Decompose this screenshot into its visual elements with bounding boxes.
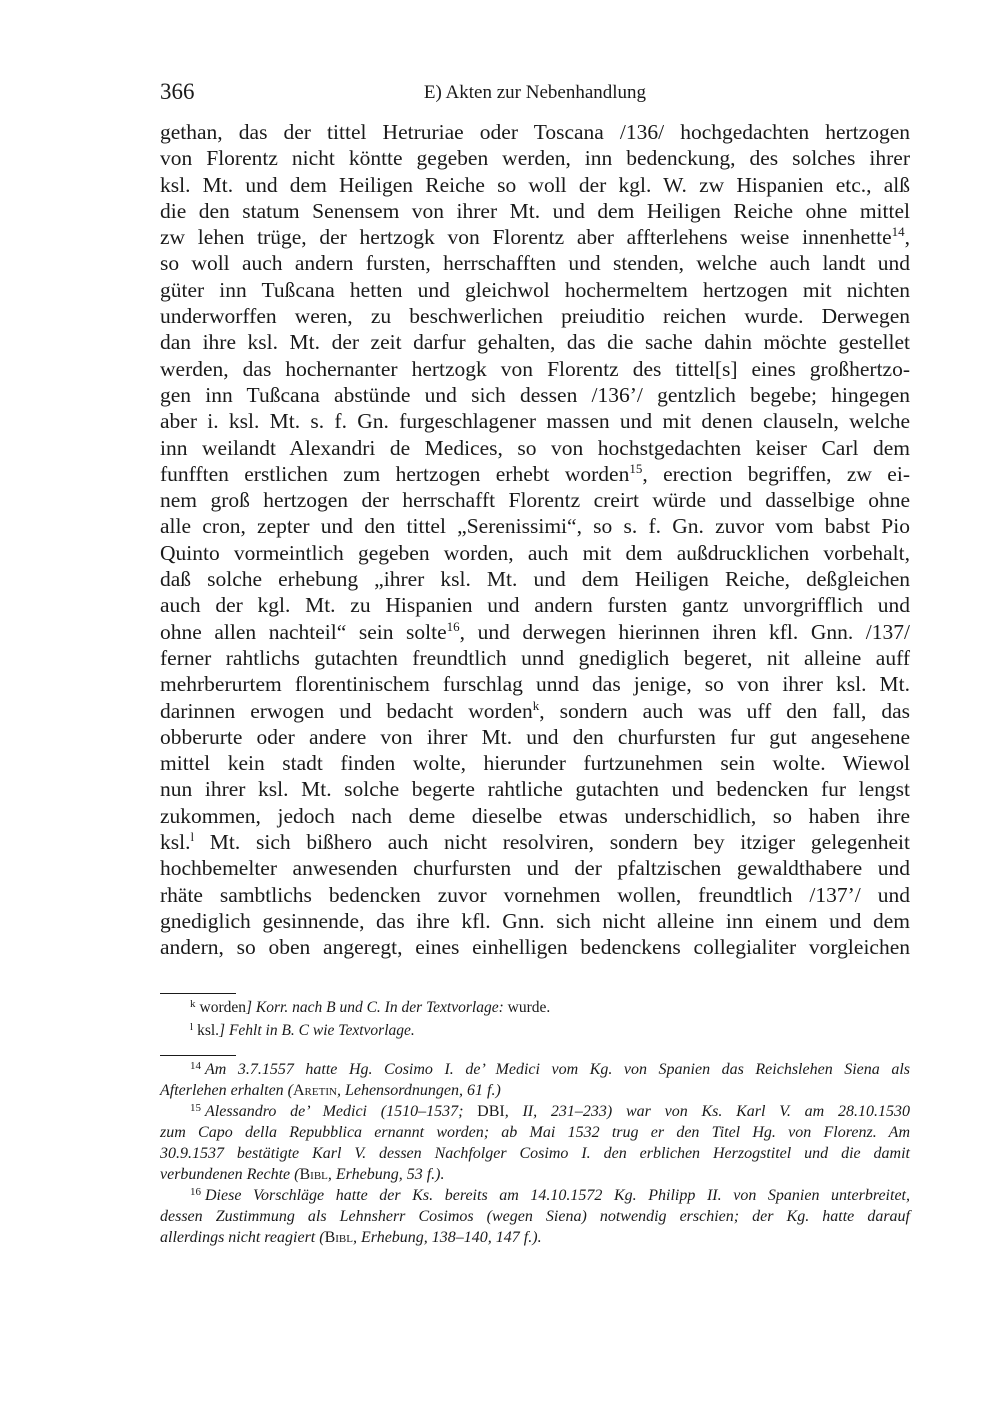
text-span: ohne allen nachteil“ sein solte [160, 619, 447, 644]
footnote-line: dessen Zustimmung als Lehnsherr Cosimos (wegen Siena) notwendig erschien; der Kg. hatte darauf [160, 1208, 910, 1225]
text-span: , sondern auch was uff den fall, das [539, 698, 910, 723]
textual-note-k [160, 997, 910, 1020]
footnote-ref-14: 14 [891, 224, 905, 240]
note-mark: l [190, 1021, 194, 1033]
footnote-text: , Erhebung, 138–140, 147 f.). [352, 1229, 542, 1246]
text-line: werden, das hochernanter hertzogk von Florentz des tittel[s] eines großhertzo- [160, 356, 910, 381]
footnote-text: Diese Vorschläge hatte der Ks. bereits am 14.10.1572 Kg. Philipp II. von Spanien unterbreitet, [205, 1187, 910, 1204]
text-line [160, 829, 910, 855]
text-line: mittel kein stadt finden wolte, hierunder furtzunehmen sein wolte. Wiewol [160, 751, 910, 776]
author-name: Bibl [299, 1166, 328, 1183]
abbreviation: DBI [477, 1103, 505, 1120]
text-line: obberurte oder andere von ihrer Mt. und den churfursten fur gut angesehene [160, 724, 910, 749]
note-lemma: worden [199, 999, 246, 1016]
footnote-text: Afterlehen erhalten ( [160, 1082, 293, 1099]
text-line: auch der kgl. Mt. zu Hispanien und andern fursten gantz unvorgrifflich und [160, 593, 910, 618]
footnote-16 [160, 1185, 910, 1206]
footnote-line: zum Capo della Repubblica ernannt worden; ab Mai 1532 trug er den Titel Hg. von Florenz. Am [160, 1124, 910, 1141]
footnotes [160, 1059, 910, 1248]
note-mark: k [190, 998, 196, 1010]
text-line: underworffen weren, zu beschwerlichen preiuditio reichen wurde. Derwegen [160, 304, 910, 329]
text-line: alle cron, zepter und den tittel „Serenissimi“, so s. f. Gn. zuvor vom babst Pio [160, 514, 910, 539]
running-head: E) Akten zur Nebenhandlung [423, 82, 647, 103]
text-span: darinnen erwogen und bedacht worden [160, 698, 533, 723]
text-line: nun ihrer ksl. Mt. solche begerte rahtliche gutachten und bedencken fur lengst [160, 777, 910, 802]
footnote-mark: 14 [190, 1060, 201, 1072]
footnote-14 [160, 1059, 910, 1080]
text-line [160, 461, 910, 487]
text-line: nem groß hertzogen der herrschafft Florentz creirt würde und dasselbige ohne [160, 488, 910, 513]
text-line: Quinto vormeintlich gegeben worden, auch mit dem außdrucklichen vorbehalt, [160, 540, 910, 565]
footnote-text: Alessandro de’ Medici (1510–1537; [205, 1103, 478, 1120]
text-line: andern, so oben angeregt, eines einhelligen bedenckens collegialiter vorgleichen [160, 935, 910, 960]
footnote-mark: 16 [190, 1186, 201, 1198]
text-span: ksl. [160, 830, 191, 855]
footnote-line [160, 1080, 910, 1101]
note-lemma: ksl. [197, 1022, 220, 1039]
text-line: rhäte sambtlichs bedencken zuvor vornehmen wollen, freundtlich /137’/ und [160, 882, 910, 907]
footnote-text: , Erhebung, 53 f.). [327, 1166, 445, 1183]
text-line: gen inn Tußcana abstünde und sich dessen /136’/ gentzlich begebe; hingegen [160, 382, 910, 407]
text-line: daß solche erhebung „ihrer ksl. Mt. und dem Heiligen Reiche, deßgleichen [160, 567, 910, 592]
page-header [160, 79, 910, 109]
text-line [160, 698, 910, 724]
footnote-text: , II, 231–233) war von Ks. Karl V. am 28.10.1530 [504, 1103, 910, 1120]
text-line: aber i. ksl. Mt. s. f. Gn. furgeschlagener massen und mit denen clauseln, welche [160, 409, 910, 434]
footnote-text: allerdings nicht reagiert ( [160, 1229, 325, 1246]
author-name: Aretin [293, 1082, 337, 1099]
text-line: gnediglich gesinnende, das ihre kfl. Gnn. sich nicht alleine inn einem und dem [160, 908, 910, 933]
text-line: von Florentz nicht köntte gegeben werden, inn bedenckung, des solches ihrer [160, 146, 910, 171]
note-text: ] Korr. nach B und C. In der Textvorlage: [246, 999, 504, 1016]
text-span: zw lehen trüge, der hertzogk von Florentz aber affterlehens weise innenhette [160, 225, 892, 250]
text-line: ferner rahtlichs gutachten freundtlich unnd gnediglich begeret, nit alleine auff [160, 645, 910, 670]
footnote-ref-15: 15 [629, 460, 643, 476]
text-line: ksl. Mt. und dem Heiligen Reiche so woll der kgl. W. zw Hispanien etc., alß [160, 172, 910, 197]
textual-note-l [160, 1020, 910, 1043]
footnote-mark: 15 [190, 1102, 201, 1114]
text-span: Mt. sich bißhero auch nicht resolviren, sondern bey itziger gelegenheit [194, 830, 910, 855]
footnote-text: Am 3.7.1557 hatte Hg. Cosimo I. de’ Medici vom Kg. von Spanien das Reichslehen Siena als [205, 1061, 910, 1078]
text-line: die den statum Senensem von ihrer Mt. und dem Heiligen Reiche ohne mittel [160, 198, 910, 223]
footnote-text: verbundenen Rechte ( [160, 1166, 300, 1183]
text-span: , erection begriffen, zw ei- [642, 461, 910, 486]
text-line: dan ihre ksl. Mt. der zeit darfur gehalten, das die sache dahin möchte gestellet [160, 330, 910, 355]
note-ref-l: l [190, 829, 195, 845]
text-line: mehrberurtem florentinischem furschlag unnd das jenige, so von ihrer ksl. Mt. [160, 672, 910, 697]
text-span: funfften erstlichen zum hertzogen erhebt worden [160, 461, 630, 486]
footnote-line: 30.9.1537 bestätigte Karl V. dessen Nachfolger Cosimo I. den erblichen Herzogstitel und die damit [160, 1145, 910, 1162]
text-line: gethan, das der tittel Hetruriae oder Toscana /136/ hochgedachten hertzogen [160, 120, 910, 144]
footnote-text: , Lehensordnungen, 61 f.) [336, 1082, 501, 1099]
author-name: Bibl [324, 1229, 353, 1246]
text-line [160, 224, 910, 250]
text-span: , [904, 225, 910, 250]
text-line: güter inn Tußcana hetten und gleichwol hochermeltem hertzogen mit nichten [160, 277, 910, 302]
text-line: hochbemelter anwesenden churfursten und der pfaltzischen gewaldthabere und [160, 856, 910, 881]
text-line: zukommen, jedoch nach deme dieselbe etwas underschidlich, so haben ihre [160, 803, 910, 828]
note-reading: wurde. [503, 999, 551, 1016]
main-text [160, 119, 910, 961]
textual-notes-rule [160, 993, 236, 994]
textual-notes [160, 997, 910, 1043]
footnote-ref-16: 16 [446, 618, 460, 634]
page-number: 366 [160, 79, 195, 104]
text-line: so woll auch andern fursten, herrschafften und stenden, welche auch landt und [160, 251, 910, 276]
footnotes-rule [160, 1055, 236, 1056]
text-line: inn weilandt Alexandri de Medices, so von hochstgedachten keiser Carl dem [160, 435, 910, 460]
footnote-line [160, 1164, 910, 1185]
note-text: ] Fehlt in B. C wie Textvorlage. [219, 1022, 415, 1039]
text-line [160, 619, 910, 645]
text-span: , und derwegen hierinnen ihren kfl. Gnn. /137/ [459, 619, 910, 644]
footnote-line [160, 1227, 910, 1248]
note-ref-k: k [532, 697, 540, 713]
footnote-15 [160, 1101, 910, 1122]
